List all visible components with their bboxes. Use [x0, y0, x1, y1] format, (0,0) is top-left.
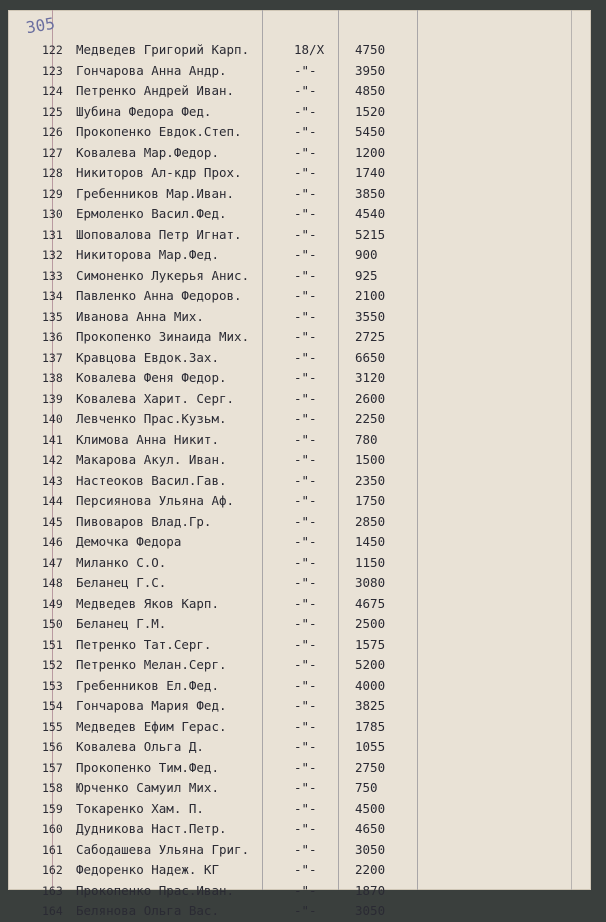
person-name: Федоренко Надеж. КГ	[76, 862, 219, 877]
person-name: Медведев Ефим Герас.	[76, 718, 227, 734]
person-name: Петренко Мелан.Серг.	[76, 657, 227, 672]
table-row	[8, 430, 591, 451]
amount-cell: 1740	[355, 165, 386, 180]
person-name: Белянова Ольга Вас.	[76, 903, 219, 918]
table-row	[8, 122, 591, 143]
date-cell: -"-	[294, 862, 317, 877]
row-number: 141	[42, 432, 63, 447]
amount-cell: 3120	[355, 370, 386, 385]
date-cell: -"-	[294, 267, 317, 283]
person-name: Ковалева Мар.Федор.	[76, 144, 219, 160]
table-row	[8, 102, 591, 123]
date-cell: -"-	[294, 144, 317, 160]
date-cell: -"-	[294, 308, 317, 324]
person-name: Прокопенко Тим.Фед.	[76, 759, 219, 775]
date-cell: -"-	[294, 206, 317, 221]
date-cell: -"-	[294, 554, 317, 570]
row-number: 130	[42, 207, 63, 221]
row-number: 145	[42, 514, 63, 529]
amount-cell: 925	[355, 267, 378, 283]
row-number: 150	[42, 617, 63, 631]
person-name: Беланец Г.С.	[76, 575, 167, 590]
date-cell: -"-	[294, 452, 317, 467]
person-name: Сабодашева Ульяна Григ.	[76, 841, 250, 857]
amount-cell: 5450	[355, 124, 386, 139]
row-number: 128	[42, 166, 63, 180]
row-number: 158	[42, 781, 63, 795]
table-row	[8, 327, 591, 348]
date-cell: -"-	[294, 903, 317, 918]
date-cell: -"-	[294, 472, 317, 488]
amount-cell: 5215	[355, 226, 386, 242]
date-cell: -"-	[294, 759, 317, 775]
amount-cell: 3950	[355, 62, 386, 78]
date-cell: -"-	[294, 636, 317, 652]
amount-cell: 4650	[355, 821, 386, 836]
row-number: 125	[42, 104, 63, 119]
amount-cell: 780	[355, 431, 378, 447]
row-number: 153	[42, 678, 63, 693]
page-number-note: 305	[24, 13, 57, 38]
table-row	[8, 573, 591, 594]
person-name: Токаренко Хам. П.	[76, 800, 204, 816]
row-number: 143	[42, 473, 63, 488]
person-name: Медведев Яков Карп.	[76, 595, 219, 611]
person-name: Ковалева Ольга Д.	[76, 739, 204, 754]
amount-cell: 1055	[355, 739, 386, 754]
row-number: 139	[42, 391, 63, 406]
table-row	[8, 532, 591, 553]
amount-cell: 4850	[355, 83, 386, 98]
date-cell: -"-	[294, 329, 317, 344]
person-name: Ковалева Харит. Серг.	[76, 390, 235, 406]
amount-cell: 1785	[355, 718, 386, 734]
amount-cell: 2250	[355, 411, 386, 426]
table-row	[8, 368, 591, 389]
amount-cell: 750	[355, 780, 378, 795]
amount-cell: 3050	[355, 903, 386, 918]
table-row	[8, 491, 591, 512]
person-name: Шубина Федора Фед.	[76, 103, 212, 119]
date-cell: -"-	[294, 165, 317, 180]
table-row	[8, 799, 591, 820]
person-name: Гончарова Мария Фед.	[76, 698, 227, 713]
row-number: 155	[42, 719, 63, 734]
person-name: Прокопенко Прас.Иван.	[76, 882, 235, 898]
row-number: 135	[42, 309, 63, 324]
amount-cell: 2600	[355, 390, 386, 406]
amount-cell: 2850	[355, 513, 386, 529]
person-name: Гребенников Мар.Иван.	[76, 185, 235, 201]
amount-cell: 1575	[355, 636, 386, 652]
table-row	[8, 758, 591, 779]
date-cell: -"-	[294, 780, 317, 795]
row-number: 164	[42, 904, 63, 918]
row-number: 126	[42, 125, 63, 139]
date-cell: -"-	[294, 411, 317, 426]
person-name: Иванова Анна Мих.	[76, 308, 204, 324]
row-number: 134	[42, 289, 63, 303]
amount-cell: 3850	[355, 185, 386, 201]
date-cell: -"-	[294, 534, 317, 549]
row-number: 159	[42, 801, 63, 816]
date-cell: -"-	[294, 349, 317, 365]
amount-cell: 1450	[355, 534, 386, 549]
row-number: 144	[42, 494, 63, 508]
table-row	[8, 163, 591, 184]
person-name: Настеоков Васил.Гав.	[76, 472, 227, 488]
row-number: 142	[42, 453, 63, 467]
date-cell: -"-	[294, 677, 317, 693]
amount-cell: 4540	[355, 206, 386, 221]
table-row	[8, 655, 591, 676]
table-row	[8, 512, 591, 533]
row-number: 156	[42, 740, 63, 754]
date-cell: -"-	[294, 739, 317, 754]
amount-cell: 2350	[355, 472, 386, 488]
person-name: Миланко С.О.	[76, 554, 167, 570]
person-name: Прокопенко Зинаида Мих.	[76, 329, 250, 344]
amount-cell: 1500	[355, 452, 386, 467]
person-name: Никиторов Ал-кдр Прох.	[76, 165, 242, 180]
table-row	[8, 614, 591, 635]
person-name: Демочка Федора	[76, 534, 182, 549]
row-number: 129	[42, 186, 63, 201]
record-list	[8, 40, 591, 922]
amount-cell: 1870	[355, 882, 386, 898]
date-cell: 18/X	[294, 42, 325, 57]
document-sheet	[8, 10, 591, 918]
amount-cell: 3550	[355, 308, 386, 324]
table-row	[8, 860, 591, 881]
date-cell: -"-	[294, 657, 317, 672]
date-cell: -"-	[294, 390, 317, 406]
date-cell: -"-	[294, 103, 317, 119]
amount-cell: 1150	[355, 554, 386, 570]
row-number: 138	[42, 371, 63, 385]
person-name: Юрченко Самуил Мих.	[76, 780, 219, 795]
amount-cell: 2500	[355, 616, 386, 631]
person-name: Ермоленко Васил.Фед.	[76, 206, 227, 221]
person-name: Дудникова Наст.Петр.	[76, 821, 227, 836]
table-row	[8, 840, 591, 861]
row-number: 149	[42, 596, 63, 611]
person-name: Климова Анна Никит.	[76, 431, 219, 447]
row-number: 146	[42, 535, 63, 549]
amount-cell: 3825	[355, 698, 386, 713]
row-number: 132	[42, 248, 63, 262]
table-row	[8, 286, 591, 307]
person-name: Левченко Прас.Кузьм.	[76, 411, 227, 426]
person-name: Никиторова Мар.Фед.	[76, 247, 219, 262]
row-number: 136	[42, 330, 63, 344]
table-row	[8, 778, 591, 799]
date-cell: -"-	[294, 882, 317, 898]
table-row	[8, 901, 591, 922]
person-name: Симоненко Лукерья Анис.	[76, 267, 250, 283]
amount-cell: 6650	[355, 349, 386, 365]
date-cell: -"-	[294, 800, 317, 816]
person-name: Кравцова Евдок.Зах.	[76, 349, 219, 365]
amount-cell: 4675	[355, 595, 386, 611]
row-number: 137	[42, 350, 63, 365]
table-row	[8, 450, 591, 471]
date-cell: -"-	[294, 185, 317, 201]
row-number: 127	[42, 145, 63, 160]
date-cell: -"-	[294, 493, 317, 508]
amount-cell: 4000	[355, 677, 386, 693]
row-number: 160	[42, 822, 63, 836]
amount-cell: 2100	[355, 288, 386, 303]
date-cell: -"-	[294, 513, 317, 529]
person-name: Ковалева Феня Федор.	[76, 370, 227, 385]
table-row	[8, 225, 591, 246]
person-name: Гончарова Анна Андр.	[76, 62, 227, 78]
table-row	[8, 881, 591, 902]
person-name: Петренко Тат.Серг.	[76, 636, 212, 652]
amount-cell: 3050	[355, 841, 386, 857]
table-row	[8, 307, 591, 328]
row-number: 131	[42, 227, 63, 242]
amount-cell: 3080	[355, 575, 386, 590]
table-row	[8, 471, 591, 492]
date-cell: -"-	[294, 616, 317, 631]
person-name: Шоповалова Петр Игнат.	[76, 226, 242, 242]
person-name: Медведев Григорий Карп.	[76, 42, 250, 57]
table-row	[8, 717, 591, 738]
amount-cell: 1200	[355, 144, 386, 160]
date-cell: -"-	[294, 821, 317, 836]
row-number: 123	[42, 63, 63, 78]
person-name: Петренко Андрей Иван.	[76, 83, 235, 98]
table-row	[8, 676, 591, 697]
row-number: 133	[42, 268, 63, 283]
date-cell: -"-	[294, 431, 317, 447]
row-number: 140	[42, 412, 63, 426]
row-number: 154	[42, 699, 63, 713]
table-row	[8, 553, 591, 574]
row-number: 148	[42, 576, 63, 590]
table-row	[8, 409, 591, 430]
row-number: 124	[42, 84, 63, 98]
amount-cell: 1520	[355, 103, 386, 119]
table-row	[8, 737, 591, 758]
amount-cell: 1750	[355, 493, 386, 508]
table-row	[8, 819, 591, 840]
date-cell: -"-	[294, 226, 317, 242]
date-cell: -"-	[294, 247, 317, 262]
table-row	[8, 696, 591, 717]
table-row	[8, 348, 591, 369]
row-number: 152	[42, 658, 63, 672]
date-cell: -"-	[294, 124, 317, 139]
row-number: 122	[42, 43, 63, 57]
row-number: 151	[42, 637, 63, 652]
row-number: 163	[42, 883, 63, 898]
person-name: Персиянова Ульяна Аф.	[76, 493, 235, 508]
date-cell: -"-	[294, 370, 317, 385]
amount-cell: 4750	[355, 42, 386, 57]
date-cell: -"-	[294, 288, 317, 303]
table-row	[8, 389, 591, 410]
date-cell: -"-	[294, 62, 317, 78]
amount-cell: 2725	[355, 329, 386, 344]
table-row	[8, 184, 591, 205]
table-row	[8, 61, 591, 82]
date-cell: -"-	[294, 841, 317, 857]
table-row	[8, 635, 591, 656]
person-name: Гребенников Ел.Фед.	[76, 677, 219, 693]
table-row	[8, 81, 591, 102]
row-number: 147	[42, 555, 63, 570]
amount-cell: 5200	[355, 657, 386, 672]
row-number: 162	[42, 863, 63, 877]
person-name: Прокопенко Евдок.Степ.	[76, 124, 242, 139]
date-cell: -"-	[294, 595, 317, 611]
date-cell: -"-	[294, 698, 317, 713]
table-row	[8, 266, 591, 287]
table-row	[8, 594, 591, 615]
amount-cell: 2200	[355, 862, 386, 877]
person-name: Пивоваров Влад.Гр.	[76, 513, 212, 529]
person-name: Макарова Акул. Иван.	[76, 452, 227, 467]
table-row	[8, 204, 591, 225]
amount-cell: 2750	[355, 759, 386, 775]
date-cell: -"-	[294, 718, 317, 734]
person-name: Беланец Г.М.	[76, 616, 167, 631]
table-row	[8, 143, 591, 164]
date-cell: -"-	[294, 575, 317, 590]
amount-cell: 4500	[355, 800, 386, 816]
table-row	[8, 245, 591, 266]
table-row	[8, 40, 591, 61]
row-number: 161	[42, 842, 63, 857]
row-number: 157	[42, 760, 63, 775]
date-cell: -"-	[294, 83, 317, 98]
amount-cell: 900	[355, 247, 378, 262]
person-name: Павленко Анна Федоров.	[76, 288, 242, 303]
